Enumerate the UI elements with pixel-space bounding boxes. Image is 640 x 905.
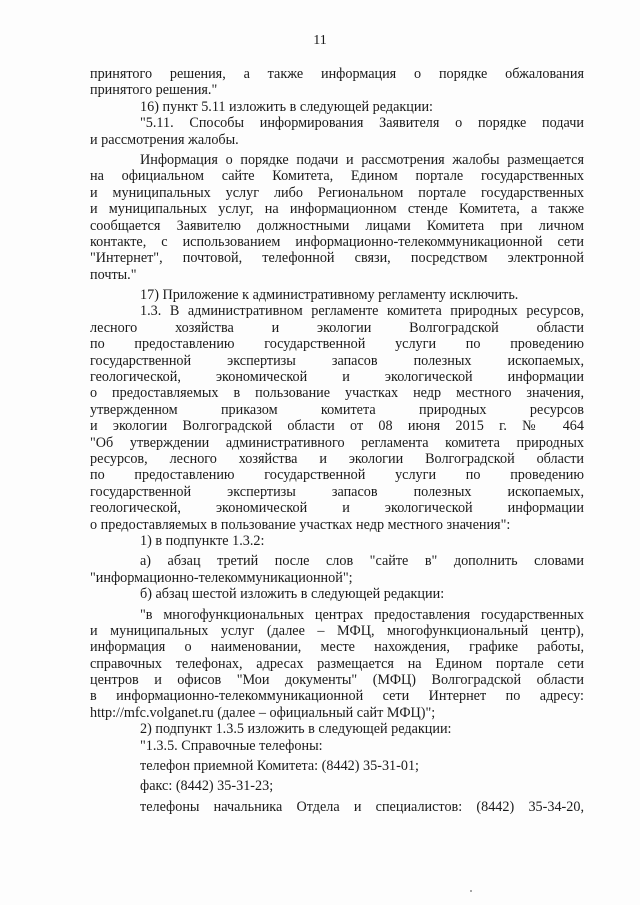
text-line: сообщается Заявителю должностными лицами Комитета при личном bbox=[90, 217, 584, 234]
page-number: 11 bbox=[313, 33, 327, 48]
document-body bbox=[90, 66, 584, 815]
text-line: "Интернет", почтовой, телефонной связи, посредством электронной bbox=[90, 250, 584, 267]
text-line: http://mfc.volganet.ru (далее – официальный сайт МФЦ)"; bbox=[90, 704, 436, 721]
scan-speck bbox=[470, 890, 472, 892]
text-line: и рассмотрения жалобы. bbox=[90, 131, 239, 148]
text-line: телефоны начальника Отдела и специалистов: (8442) 35-34-20, bbox=[140, 798, 584, 815]
text-line: принятого решения." bbox=[90, 82, 218, 99]
text-line: центров и офисов "Мои документы" (МФЦ) Волгоградской области bbox=[90, 672, 584, 689]
text-line: по предоставлению государственной услуги по проведению bbox=[90, 467, 584, 484]
text-line: почты." bbox=[90, 266, 137, 283]
text-line: геологической, экономической и экологической информации bbox=[90, 369, 584, 386]
text-line: факс: (8442) 35-31-23; bbox=[140, 778, 274, 795]
text-line: принятого решения, а также информация о порядке обжалования bbox=[90, 66, 584, 82]
text-line: государственной экспертизы запасов полезных ископаемых, bbox=[90, 352, 584, 369]
text-line: информация о наименовании, месте нахождения, графике работы, bbox=[90, 639, 584, 656]
text-line: и муниципальных услуг (далее – МФЦ, многофункциональный центр), bbox=[90, 622, 584, 639]
text-line: государственной экспертизы запасов полезных ископаемых, bbox=[90, 483, 584, 500]
text-line: телефон приемной Комитета: (8442) 35-31-01; bbox=[140, 758, 419, 775]
text-line: и муниципальных услуг либо Региональном портале государственных bbox=[90, 184, 584, 201]
text-line: "Об утверждении административного регламента комитета природных bbox=[90, 434, 584, 451]
text-line: а) абзац третий после слов "сайте в" дополнить словами bbox=[140, 553, 584, 570]
text-line: по предоставлению государственной услуги по проведению bbox=[90, 336, 584, 353]
text-line: 16) пункт 5.11 изложить в следующей редакции: bbox=[140, 98, 434, 115]
text-line: "5.11. Способы информирования Заявителя о порядке подачи bbox=[140, 115, 584, 132]
text-line: 17) Приложение к административному регламенту исключить. bbox=[140, 287, 519, 304]
text-line: на официальном сайте Комитета, Едином портале государственных bbox=[90, 168, 584, 185]
text-line: Информация о порядке подачи и рассмотрения жалобы размещается bbox=[140, 151, 584, 168]
text-line: 1.3. В административном регламенте комитета природных ресурсов, bbox=[140, 303, 584, 320]
text-line: утвержденном приказом комитета природных ресурсов bbox=[90, 401, 584, 418]
text-line: в информационно-телекоммуникационной сети Интернет по адресу: bbox=[90, 688, 584, 705]
text-line: и муниципальных услуг, на информационном стенде Комитета, а также bbox=[90, 201, 584, 218]
text-line: контакте, с использованием информационно-телекоммуникационной сети bbox=[90, 233, 584, 250]
text-line: ресурсов, лесного хозяйства и экологии Волгоградской области bbox=[90, 450, 584, 467]
text-line: "1.3.5. Справочные телефоны: bbox=[140, 737, 323, 754]
text-line: о предоставляемых в пользование участках недр местного значения, bbox=[90, 385, 584, 402]
text-line: "в многофункциональных центрах предоставления государственных bbox=[140, 606, 584, 623]
text-line: и экологии Волгоградской области от 08 июня 2015 г. № 464 bbox=[90, 418, 584, 435]
text-line: справочных телефонах, адресах размещается на Едином портале сети bbox=[90, 655, 584, 672]
text-line: б) абзац шестой изложить в следующей редакции: bbox=[140, 586, 445, 603]
text-line: "информационно-телекоммуникационной"; bbox=[90, 569, 353, 586]
text-line: лесного хозяйства и экологии Волгоградской области bbox=[90, 319, 584, 336]
text-line: геологической, экономической и экологической информации bbox=[90, 500, 584, 517]
text-line: 2) подпункт 1.3.5 изложить в следующей редакции: bbox=[140, 721, 452, 738]
text-line: о предоставляемых в пользование участках недр местного значения": bbox=[90, 516, 511, 533]
text-line: 1) в подпункте 1.3.2: bbox=[140, 532, 265, 549]
